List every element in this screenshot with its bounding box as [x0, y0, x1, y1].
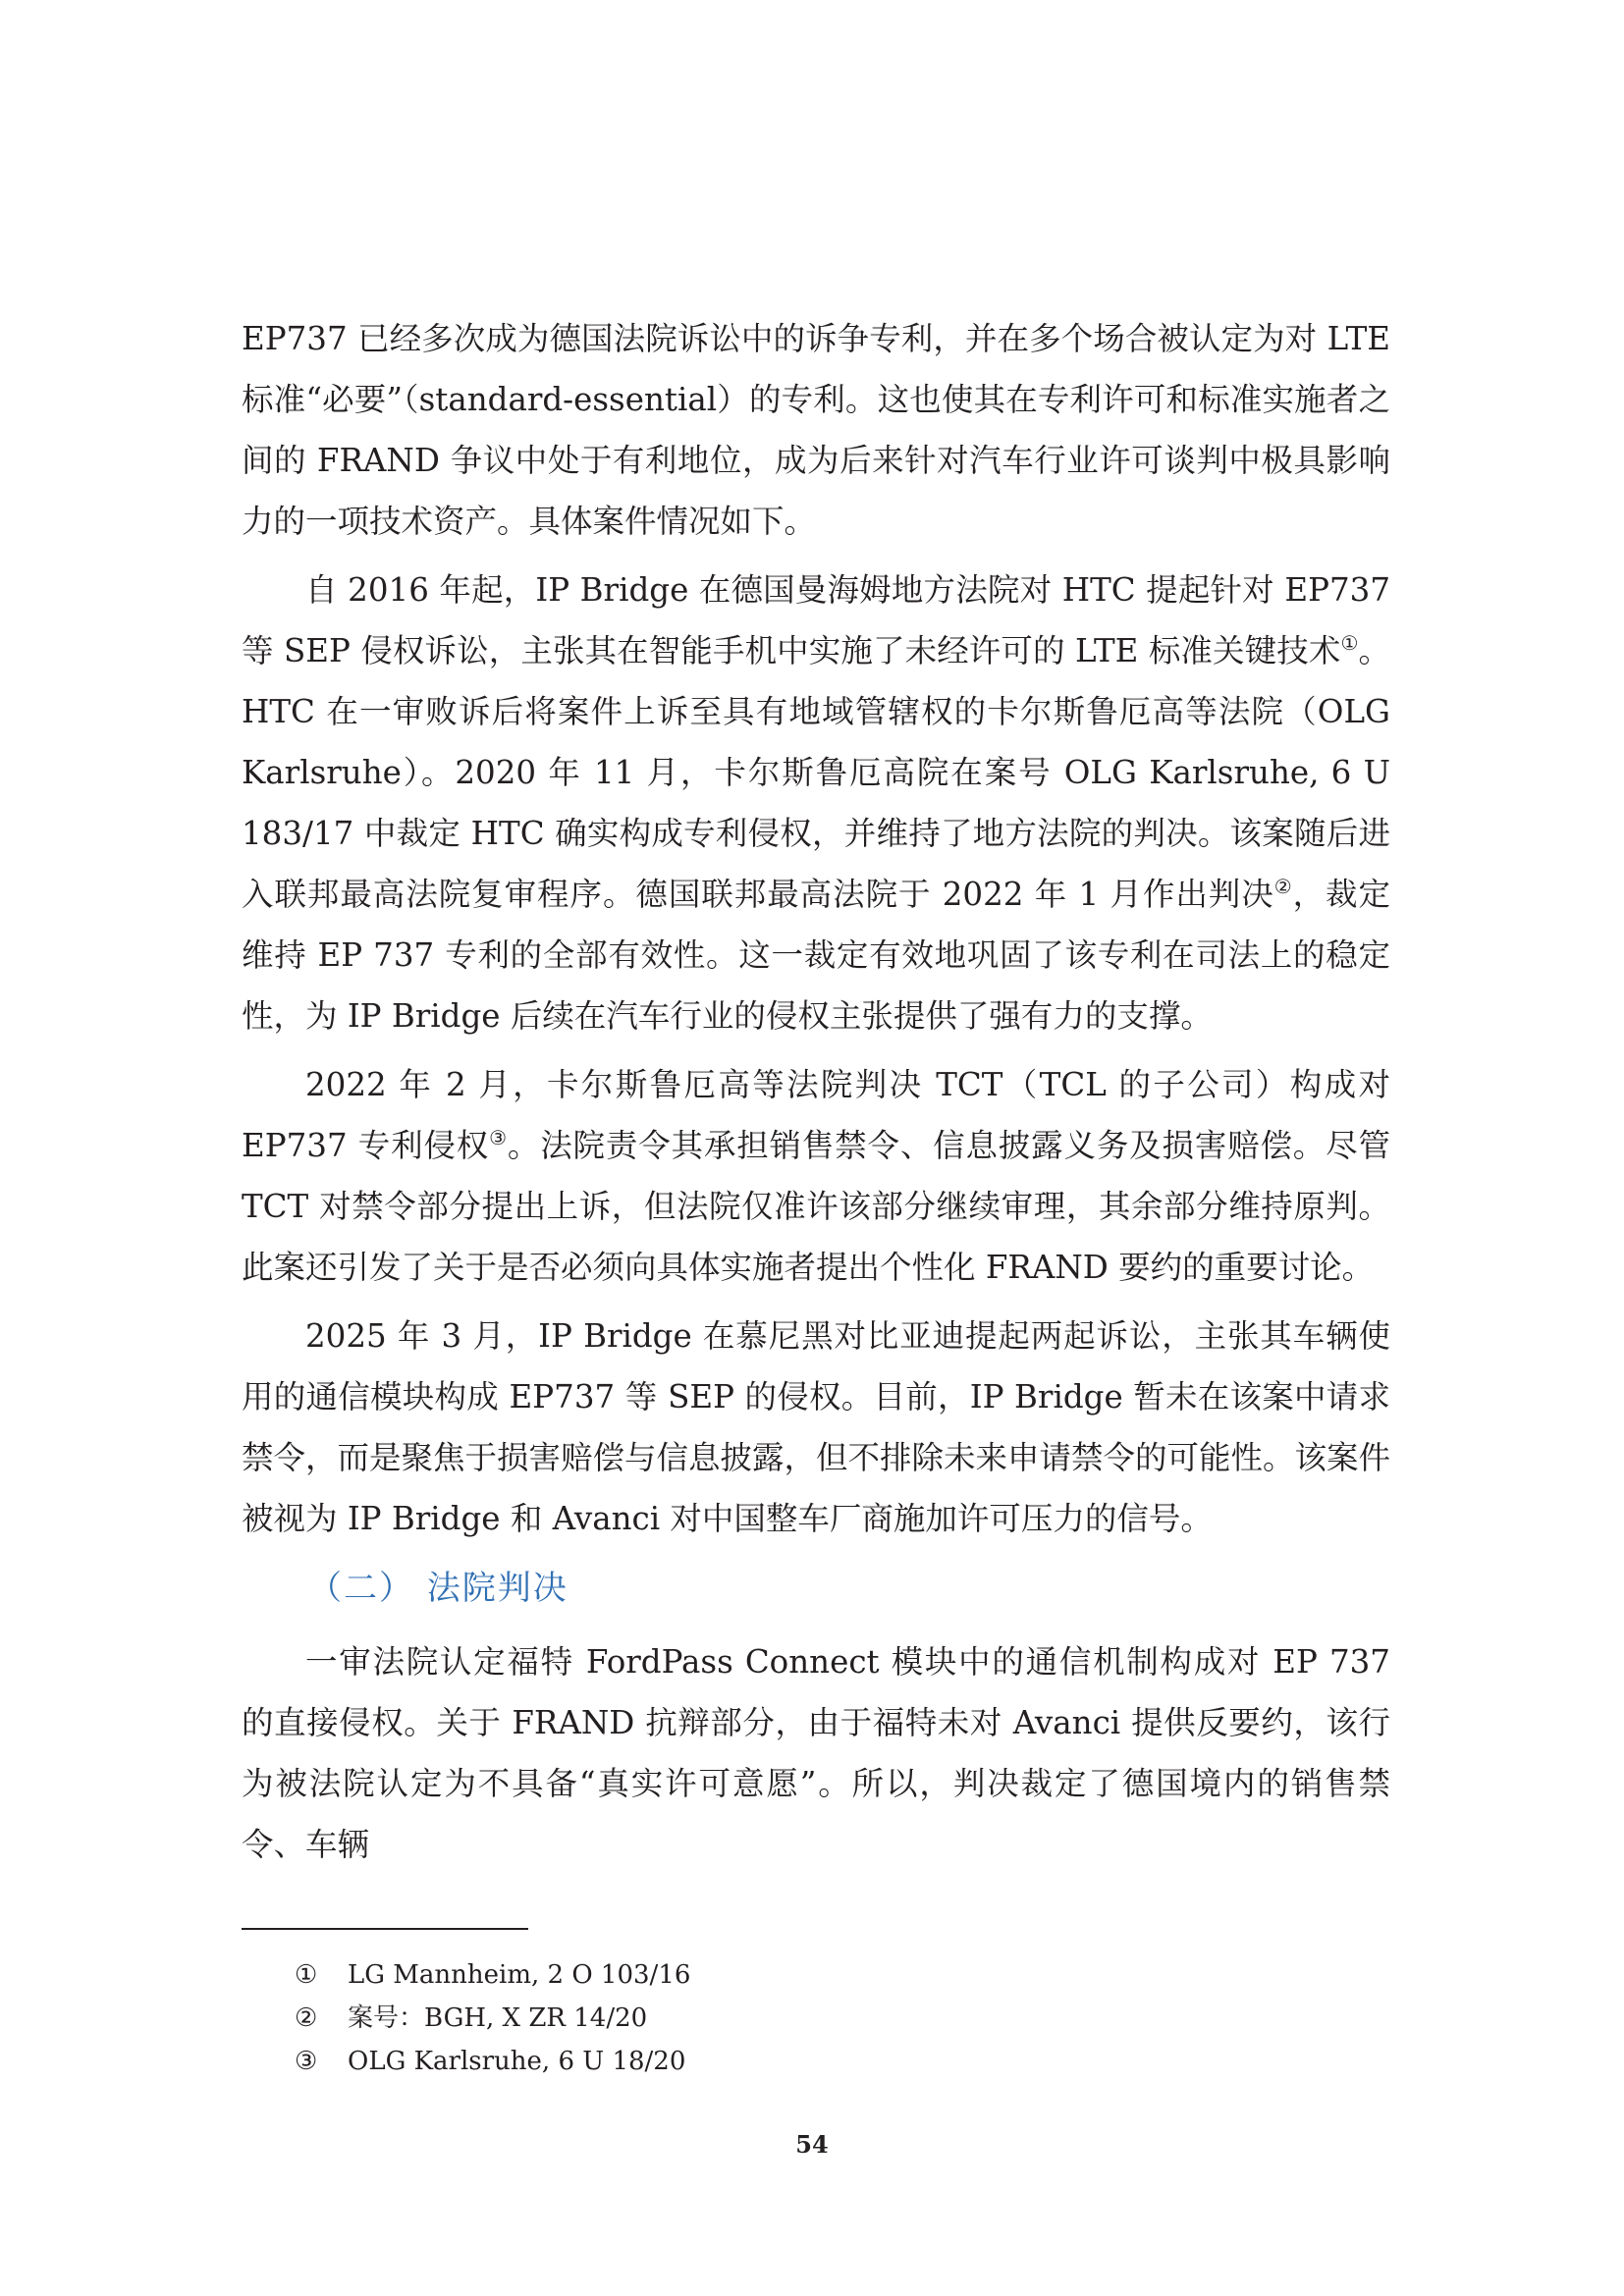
footnote-ref-1[interactable]: ①: [1340, 631, 1359, 656]
paragraph-tct-case: 2022 年 2 月，卡尔斯鲁厄高等法院判决 TCT（TCL 的子公司）构成对 EP737 专利侵权③。法院责令其承担销售禁令、信息披露义务及损害赔偿。尽管 TCT 对禁令部分提出上诉，但法院仅准许该部分继续审理，其余部分维持原判。此案还引发了关于是否必须向具体实施者提出个性化 FRAND 要约的重要讨论。: [242, 1066, 1390, 1286]
paragraph-ford-judgment: 一审法院认定福特 FordPass Connect 模块中的通信机制构成对 EP 737 的直接侵权。关于 FRAND 抗辩部分，由于福特未对 Avanci 提供反要约，该行为被法院认定为不具备“真实许可意愿”。所以，判决裁定了德国境内的销售禁令、车辆: [242, 1643, 1390, 1863]
paragraph-ep737-status: EP737 已经多次成为德国法院诉讼中的诉争专利，并在多个场合被认定为对 LTE 标准“必要”（standard-essential）的专利。这也使其在专利许可和标准实施者之间的 FRAND 争议中处于有利地位，成为后来针对汽车行业许可谈判中极具影响力的一项技术资产。具体案件情况如下。: [242, 320, 1390, 540]
footnote-mark: ①: [295, 1960, 318, 1990]
paragraph-htc-case: 自 2016 年起，IP Bridge 在德国曼海姆地方法院对 HTC 提起针对 EP737 等 SEP 侵权诉讼，主张其在智能手机中实施了未经许可的 LTE 标准关键技术①。HTC 在一审败诉后将案件上诉至具有地域管辖权的卡尔斯鲁厄高等法院（OLG Karlsruhe）。2020 年 11 月，卡尔斯鲁厄高院在案号 OLG Karlsruhe, 6 U 183/17 中裁定 HTC 确实构成专利侵权，并维持了地方法院的判决。该案随后进入联邦最高法院复审程序。德国联邦最高法院于 2022 年 1 月作出判决②，裁定维持 EP 737 专利的全部有效性。这一裁定有效地巩固了该专利在司法上的稳定性，为 IP Bridge 后续在汽车行业的侵权主张提供了强有力的支撑。: [242, 571, 1391, 1035]
section-heading: （二） 法院判决: [308, 1569, 568, 1608]
body-text: [242, 308, 1390, 1883]
footnote-mark: ③: [295, 2047, 318, 2076]
paragraph-byd-case: 2025 年 3 月，IP Bridge 在慕尼黑对比亚迪提起两起诉讼，主张其车辆使用的通信模块构成 EP737 等 SEP 的侵权。目前，IP Bridge 暂未在该案中请求禁令，而是聚焦于损害赔偿与信息披露，但不排除未来申请禁令的可能性。该案件被视为 IP Bridge 和 Avanci 对中国整车厂商施加许可压力的信号。: [242, 1317, 1391, 1537]
footnote-divider: [242, 1928, 528, 1930]
page-number: 54: [795, 2130, 829, 2159]
footnote-1: [295, 1953, 1178, 1997]
footnote-2: [295, 1997, 1178, 2040]
footnote-text: LG Mannheim, 2 O 103/16: [348, 1960, 691, 1990]
footnote-mark: ②: [295, 2003, 318, 2033]
footnote-ref-3[interactable]: ③: [489, 1126, 508, 1150]
footnote-ref-2[interactable]: ②: [1273, 875, 1293, 899]
footnote-text: 案号：BGH, X ZR 14/20: [348, 2003, 648, 2033]
footnotes: [295, 1953, 1178, 2083]
footnote-3: [295, 2040, 1178, 2083]
footnote-text: OLG Karlsruhe, 6 U 18/20: [348, 2047, 686, 2076]
